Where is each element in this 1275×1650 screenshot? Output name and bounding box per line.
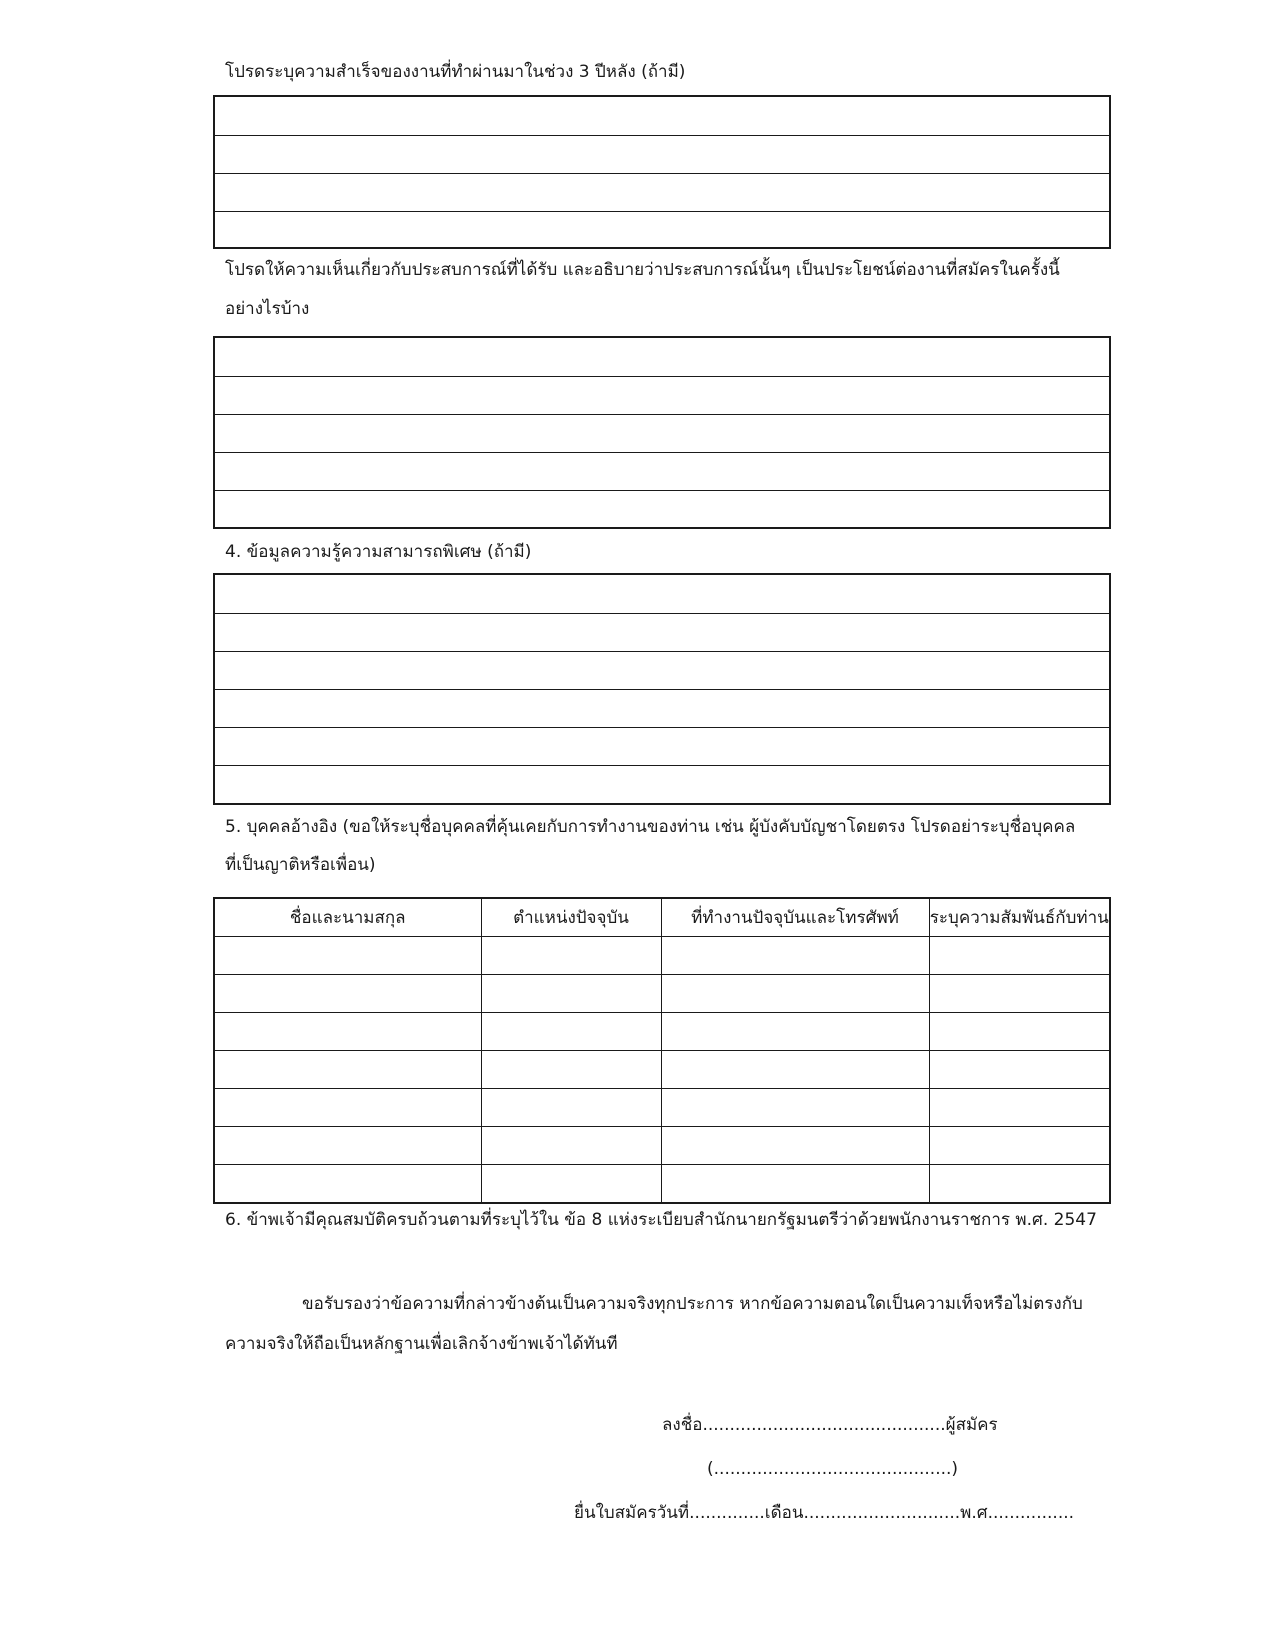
table-cell[interactable] [214,937,481,975]
answer-line[interactable] [215,452,1109,490]
table-header-row [214,898,1110,937]
table-cell[interactable] [929,1051,1110,1089]
column-header-workplace-phone: ที่ทำงานปัจจุบันและโทรศัพท์ [661,898,929,937]
table-cell[interactable] [661,1127,929,1165]
table-cell[interactable] [661,1013,929,1051]
table-cell[interactable] [661,1165,929,1204]
table-cell[interactable] [481,1051,661,1089]
table-cell[interactable] [481,1127,661,1165]
qualification-statement: 6. ข้าพเจ้ามีคุณสมบัติครบถ้วนตามที่ระบุไว้ใน ข้อ 8 แห่งระเบียบสำนักนายกรัฐมนตรีว่าด้วยพนักงานราชการ พ.ศ. 2547 [225,1210,1097,1230]
answer-line[interactable] [215,173,1109,211]
table-cell[interactable] [481,1165,661,1204]
table-row [214,937,1110,975]
table-cell[interactable] [481,975,661,1013]
answer-line[interactable] [215,211,1109,249]
references-heading-line1: 5. บุคคลอ้างอิง (ขอให้ระบุชื่อบุคคลที่คุ้นเคยกับการทำงานของท่าน เช่น ผู้บังคับบัญชาโดยตรง โปรดอย่าระบุชื่อบุคคล [225,817,1076,837]
table-cell[interactable] [929,1165,1110,1204]
answer-line[interactable] [215,613,1109,651]
table-cell[interactable] [481,1089,661,1127]
column-header-name: ชื่อและนามสกุล [214,898,481,937]
table-cell[interactable] [214,1165,481,1204]
table-row [214,1089,1110,1127]
achievements-prompt: โปรดระบุความสำเร็จของงานที่ทำผ่านมาในช่วง 3 ปีหลัง (ถ้ามี) [225,62,686,82]
table-row [214,1127,1110,1165]
table-cell[interactable] [214,1089,481,1127]
table-cell[interactable] [929,975,1110,1013]
column-header-relationship: ระบุความสัมพันธ์กับท่าน [929,898,1110,937]
table-row [214,975,1110,1013]
submission-date-line[interactable]: ยื่นใบสมัครวันที่..............เดือน.............................พ.ศ................ [574,1503,1075,1523]
table-cell[interactable] [214,975,481,1013]
signature-line[interactable]: ลงชื่อ.............................................ผู้สมัคร [662,1415,998,1435]
answer-line[interactable] [215,338,1109,376]
table-cell[interactable] [929,1089,1110,1127]
certification-line2: ความจริงให้ถือเป็นหลักฐานเพื่อเลิกจ้างข้าพเจ้าได้ทันที [225,1334,618,1354]
table-row [214,1051,1110,1089]
special-skills-heading: 4. ข้อมูลความรู้ความสามารถพิเศษ (ถ้ามี) [225,542,532,562]
answer-line[interactable] [215,376,1109,414]
answer-line[interactable] [215,135,1109,173]
certification-line1: ขอรับรองว่าข้อความที่กล่าวข้างต้นเป็นความจริงทุกประการ หากข้อความตอนใดเป็นความเท็จหรือไม่ตรงกับ [302,1294,1083,1314]
printed-name-line[interactable]: (............................................) [707,1459,959,1479]
references-heading-line2: ที่เป็นญาติหรือเพื่อน) [225,855,376,875]
table-cell[interactable] [661,975,929,1013]
table-cell[interactable] [481,1013,661,1051]
experience-prompt-line2: อย่างไรบ้าง [225,299,310,319]
answer-line[interactable] [215,689,1109,727]
answer-line[interactable] [215,765,1109,803]
achievements-answer-box[interactable] [213,95,1111,249]
table-cell[interactable] [661,1051,929,1089]
table-row [214,1165,1110,1204]
table-cell[interactable] [214,1127,481,1165]
answer-line[interactable] [215,651,1109,689]
table-cell[interactable] [214,1051,481,1089]
answer-line[interactable] [215,727,1109,765]
table-cell[interactable] [661,937,929,975]
table-cell[interactable] [929,1013,1110,1051]
table-cell[interactable] [661,1089,929,1127]
answer-line[interactable] [215,575,1109,613]
answer-line[interactable] [215,97,1109,135]
table-cell[interactable] [929,937,1110,975]
table-cell[interactable] [929,1127,1110,1165]
table-cell[interactable] [214,1013,481,1051]
table-cell[interactable] [481,937,661,975]
answer-line[interactable] [215,414,1109,452]
column-header-position: ตำแหน่งปัจจุบัน [481,898,661,937]
references-table [213,897,1111,1204]
answer-line[interactable] [215,490,1109,528]
experience-answer-box[interactable] [213,336,1111,529]
table-row [214,1013,1110,1051]
special-skills-answer-box[interactable] [213,573,1111,805]
experience-prompt-line1: โปรดให้ความเห็นเกี่ยวกับประสบการณ์ที่ได้รับ และอธิบายว่าประสบการณ์นั้นๆ เป็นประโยชน์ต่องานที่สมัครในครั้งนี้ [225,260,1060,280]
